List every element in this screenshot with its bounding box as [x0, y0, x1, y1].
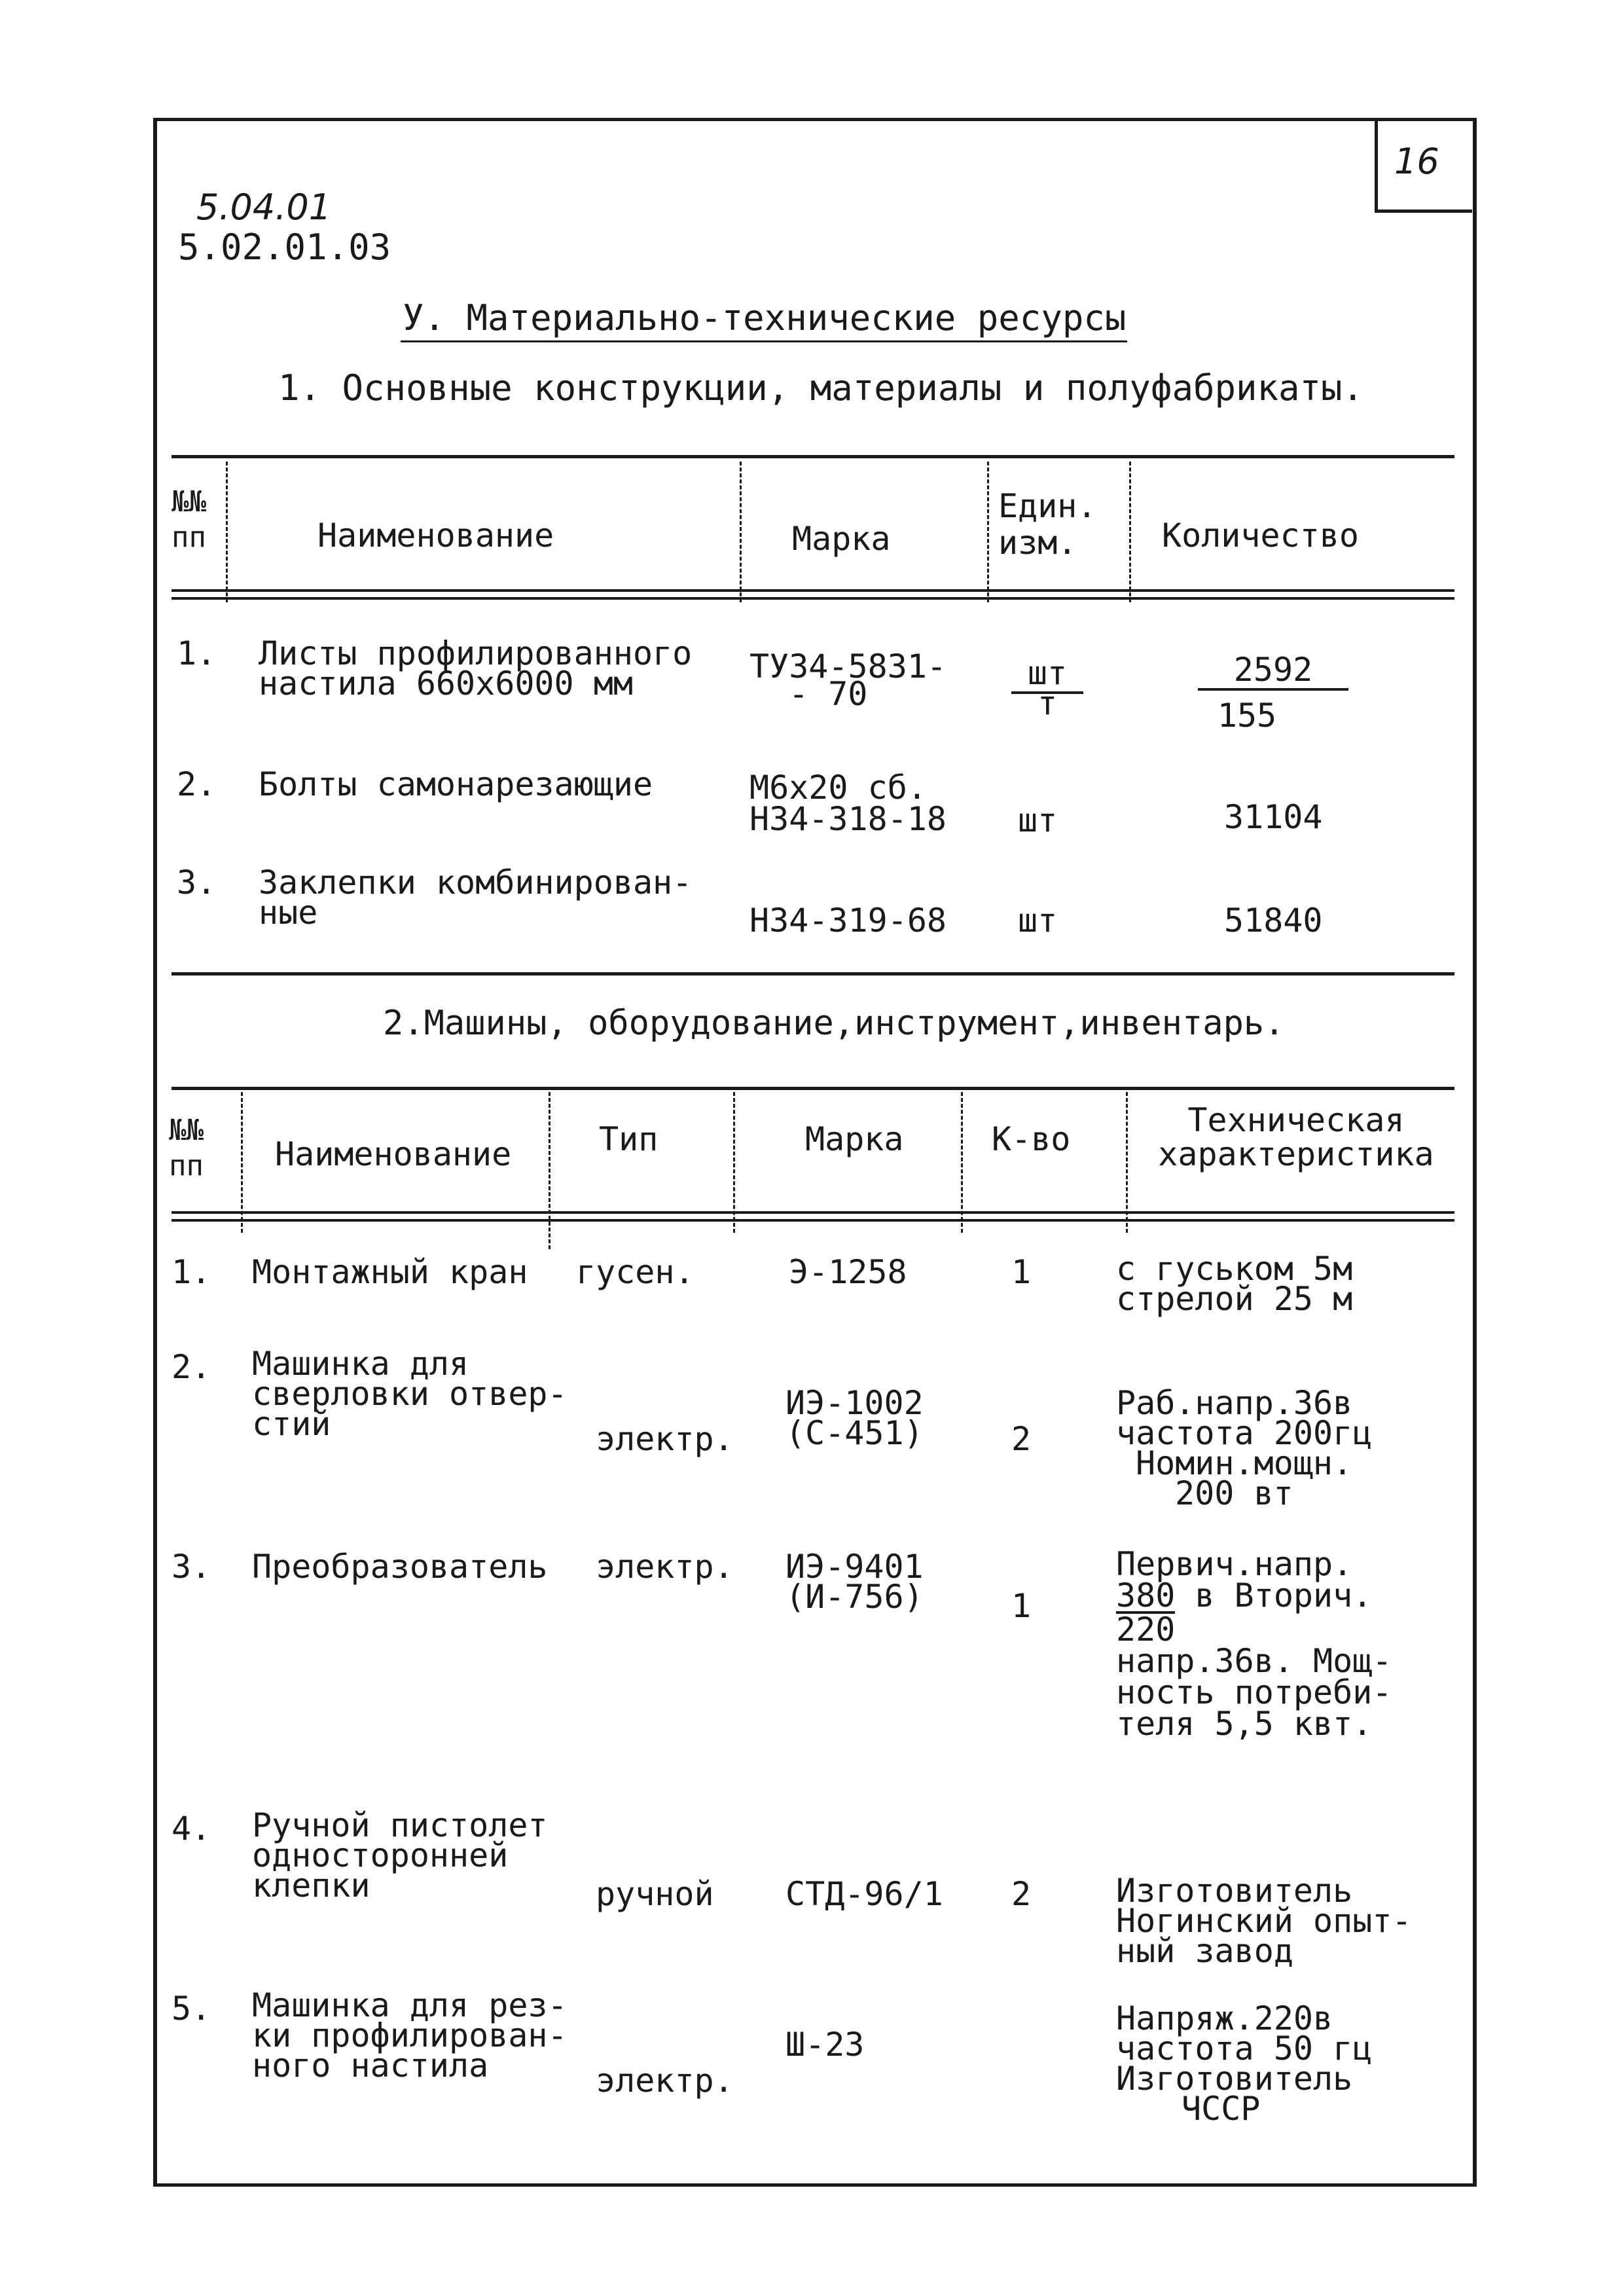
t1-row1-mark-line: ТУ34-5831-: [749, 647, 947, 685]
t1-row2-unit: шт: [1018, 801, 1058, 839]
t2-row1-type: гусен.: [576, 1253, 695, 1291]
t2-row1-mark: Э-1258: [789, 1253, 907, 1291]
t1-row1-unit-bottom: т: [1037, 684, 1058, 722]
t2-col-mark: Марка: [805, 1120, 904, 1158]
table1-divider: [740, 462, 742, 602]
t2-row4-name-line: Ручной пистолет: [252, 1806, 548, 1844]
t1-row1-name-line: настила 660х6000 мм: [259, 665, 633, 702]
t2-row2-spec: [1116, 1384, 1373, 1512]
t2-row5-name: [252, 1986, 568, 2085]
t2-row1-qty: 1: [1011, 1253, 1032, 1291]
page-number: 16: [1394, 141, 1439, 182]
t2-row4-qty: 2: [1011, 1875, 1032, 1913]
t2-col-name: Наименование: [275, 1135, 512, 1173]
t2-row4-name: [252, 1806, 548, 1904]
t1-row1-qty-bottom: 155: [1217, 697, 1277, 735]
t2-row4-spec-line: Изготовитель: [1116, 1872, 1353, 1910]
t2-row2-mark-line: (С-451): [785, 1414, 924, 1452]
t2-row5-mark: Ш-23: [785, 2026, 865, 2064]
table2-header-rule: [171, 1211, 1454, 1222]
t2-row1-num: 1.: [171, 1253, 211, 1291]
t2-row3-mark-line: ИЭ-9401: [785, 1548, 924, 1586]
t1-row3-num: 3.: [177, 864, 217, 902]
t2-row5-num: 5.: [171, 1990, 211, 2028]
t1-row1-mark-line: - 70: [789, 675, 868, 713]
t2-row5-spec-line: Напряж.220в: [1116, 1999, 1333, 2037]
t2-row2-name: [252, 1345, 568, 1443]
handwritten-code: 5.04.01: [196, 187, 332, 228]
t2-row5-name-line: Машинка для рез-: [252, 1986, 568, 2024]
t2-row3-qty: 1: [1011, 1587, 1032, 1625]
t2-row3-spec: [1116, 1545, 1392, 1743]
t2-row2-mark: [785, 1384, 924, 1452]
t1-row2-qty: 31104: [1224, 798, 1323, 836]
table1-top-rule: [171, 455, 1454, 458]
t2-row5-spec-line: ЧССР: [1182, 2090, 1261, 2128]
t2-row5-name-line: ки профилирован-: [252, 2016, 568, 2054]
t2-row5-spec-line: Изготовитель: [1116, 2060, 1353, 2098]
t2-row4-spec: [1116, 1872, 1412, 1970]
t2-row2-type: электр.: [596, 1420, 734, 1458]
t2-row3-spec-line: напр.36в. Мощ-: [1116, 1642, 1392, 1680]
t2-row2-qty: 2: [1011, 1420, 1032, 1458]
table2-top-rule: [171, 1087, 1454, 1090]
t2-row4-mark: СТД-96/1: [785, 1875, 943, 1913]
t2-col-qty: К-во: [992, 1120, 1071, 1158]
t2-row1-spec: [1116, 1250, 1353, 1318]
t2-row2-name-line: Машинка для: [252, 1345, 469, 1383]
t2-row5-type: электр.: [596, 2062, 734, 2100]
t1-col-unit: Един. изм.: [998, 487, 1097, 562]
t2-col-spec: Техническая характеристика: [1158, 1101, 1434, 1173]
t2-row3-spec-numerator: 380: [1116, 1576, 1176, 1614]
t2-col-num: №№ пп: [169, 1114, 204, 1182]
t1-row2-mark: [749, 769, 947, 837]
t2-row2-spec-line: Номин.мощн.: [1136, 1444, 1353, 1482]
t2-row3-spec-line: в Вторич.: [1195, 1576, 1373, 1614]
t2-row1-spec-line: стрелой 25 м: [1116, 1280, 1353, 1318]
document-code: 5.02.01.03: [178, 227, 391, 268]
section-title: У. Материально-технические ресурсы: [403, 297, 1127, 338]
t1-row2-mark-line: М6х20 сб.: [749, 769, 927, 807]
t2-row2-spec-line: частота 200гц: [1116, 1414, 1373, 1452]
t2-col-type: Тип: [599, 1120, 659, 1158]
t1-row1-num: 1.: [177, 634, 217, 672]
t2-row4-spec-line: Ногинский опыт-: [1116, 1902, 1412, 1940]
t1-row1-unit-top: шт: [1011, 655, 1083, 694]
t2-row2-spec-line: 200 вт: [1175, 1474, 1293, 1512]
t1-row3-qty: 51840: [1224, 902, 1323, 939]
t1-row2-name: Болты самонарезающие: [259, 765, 653, 803]
t1-row3-name-line: Заклепки комбинирован-: [259, 864, 693, 902]
t2-row4-name-line: односторонней: [252, 1836, 509, 1874]
t1-col-num: №№ пп: [171, 485, 206, 554]
t2-row4-num: 4.: [171, 1810, 211, 1848]
t2-row5-spec: [1116, 1999, 1373, 2128]
t2-row3-mark-line: (И-756): [785, 1578, 924, 1616]
t2-row3-mark: [785, 1548, 924, 1616]
subsection1-title: 1. Основные конструкции, материалы и полуфабрикаты.: [278, 367, 1364, 409]
t1-col-name: Наименование: [317, 517, 554, 555]
table1-bottom-rule: [171, 972, 1454, 975]
t2-row2-spec-line: Раб.напр.36в: [1116, 1384, 1353, 1422]
t1-row3-mark: Н34-319-68: [749, 902, 947, 939]
t1-col-qty: Количество: [1162, 517, 1360, 555]
t1-row1-qty: [1198, 651, 1348, 734]
t1-row1-mark: [749, 648, 947, 712]
t2-row3-spec-fraction: [1116, 1576, 1392, 1614]
section-title-underline: [401, 340, 1127, 342]
t2-row3-type: электр.: [596, 1548, 734, 1586]
t2-row4-name-line: клепки: [252, 1867, 370, 1904]
t1-row3-name-line: ные: [259, 894, 318, 932]
t1-row1-qty-top: 2592: [1198, 651, 1348, 691]
t1-row3-unit: шт: [1018, 902, 1058, 939]
t2-row1-spec-line: с гуськом 5м: [1116, 1250, 1353, 1288]
table1-divider: [1129, 462, 1131, 602]
t2-row3-num: 3.: [171, 1548, 211, 1586]
t2-row4-type: ручной: [596, 1875, 714, 1913]
t2-row2-name-line: сверловки отвер-: [252, 1375, 568, 1413]
t2-row1-name: Монтажный кран: [252, 1253, 528, 1291]
table2-divider: [549, 1092, 550, 1249]
t2-row2-mark-line: ИЭ-1002: [785, 1384, 924, 1422]
t2-row3-name: Преобразователь: [252, 1548, 548, 1586]
table1-divider: [987, 462, 989, 602]
t1-row1-name-line: Листы профилированного: [259, 634, 693, 672]
t1-col-mark: Марка: [792, 520, 891, 558]
subsection2-title: 2.Машины, оборудование,инструмент,инвентарь.: [383, 1004, 1285, 1043]
t2-row3-spec-line: ность потреби-: [1116, 1673, 1392, 1711]
t2-row3-spec-line: теля 5,5 квт.: [1116, 1705, 1373, 1743]
t1-row3-name: [259, 864, 692, 931]
t2-row2-name-line: стий: [252, 1405, 331, 1443]
t2-row3-spec-denominator: 220: [1116, 1611, 1176, 1649]
t1-row1-unit: [1011, 655, 1083, 721]
t2-row4-spec-line: ный завод: [1116, 1932, 1293, 1970]
table1-header-rule: [171, 589, 1454, 600]
t2-row5-spec-line: частота 50 гц: [1116, 2030, 1373, 2068]
t1-row2-num: 2.: [177, 765, 217, 803]
t1-row1-name: [259, 635, 692, 702]
t2-row3-spec-line: Первич.напр.: [1116, 1545, 1353, 1583]
t1-row2-mark-line: Н34-318-18: [749, 800, 947, 838]
table1-divider: [226, 462, 228, 602]
t2-row2-num: 2.: [171, 1348, 211, 1386]
t2-row5-name-line: ного настила: [252, 2047, 489, 2085]
